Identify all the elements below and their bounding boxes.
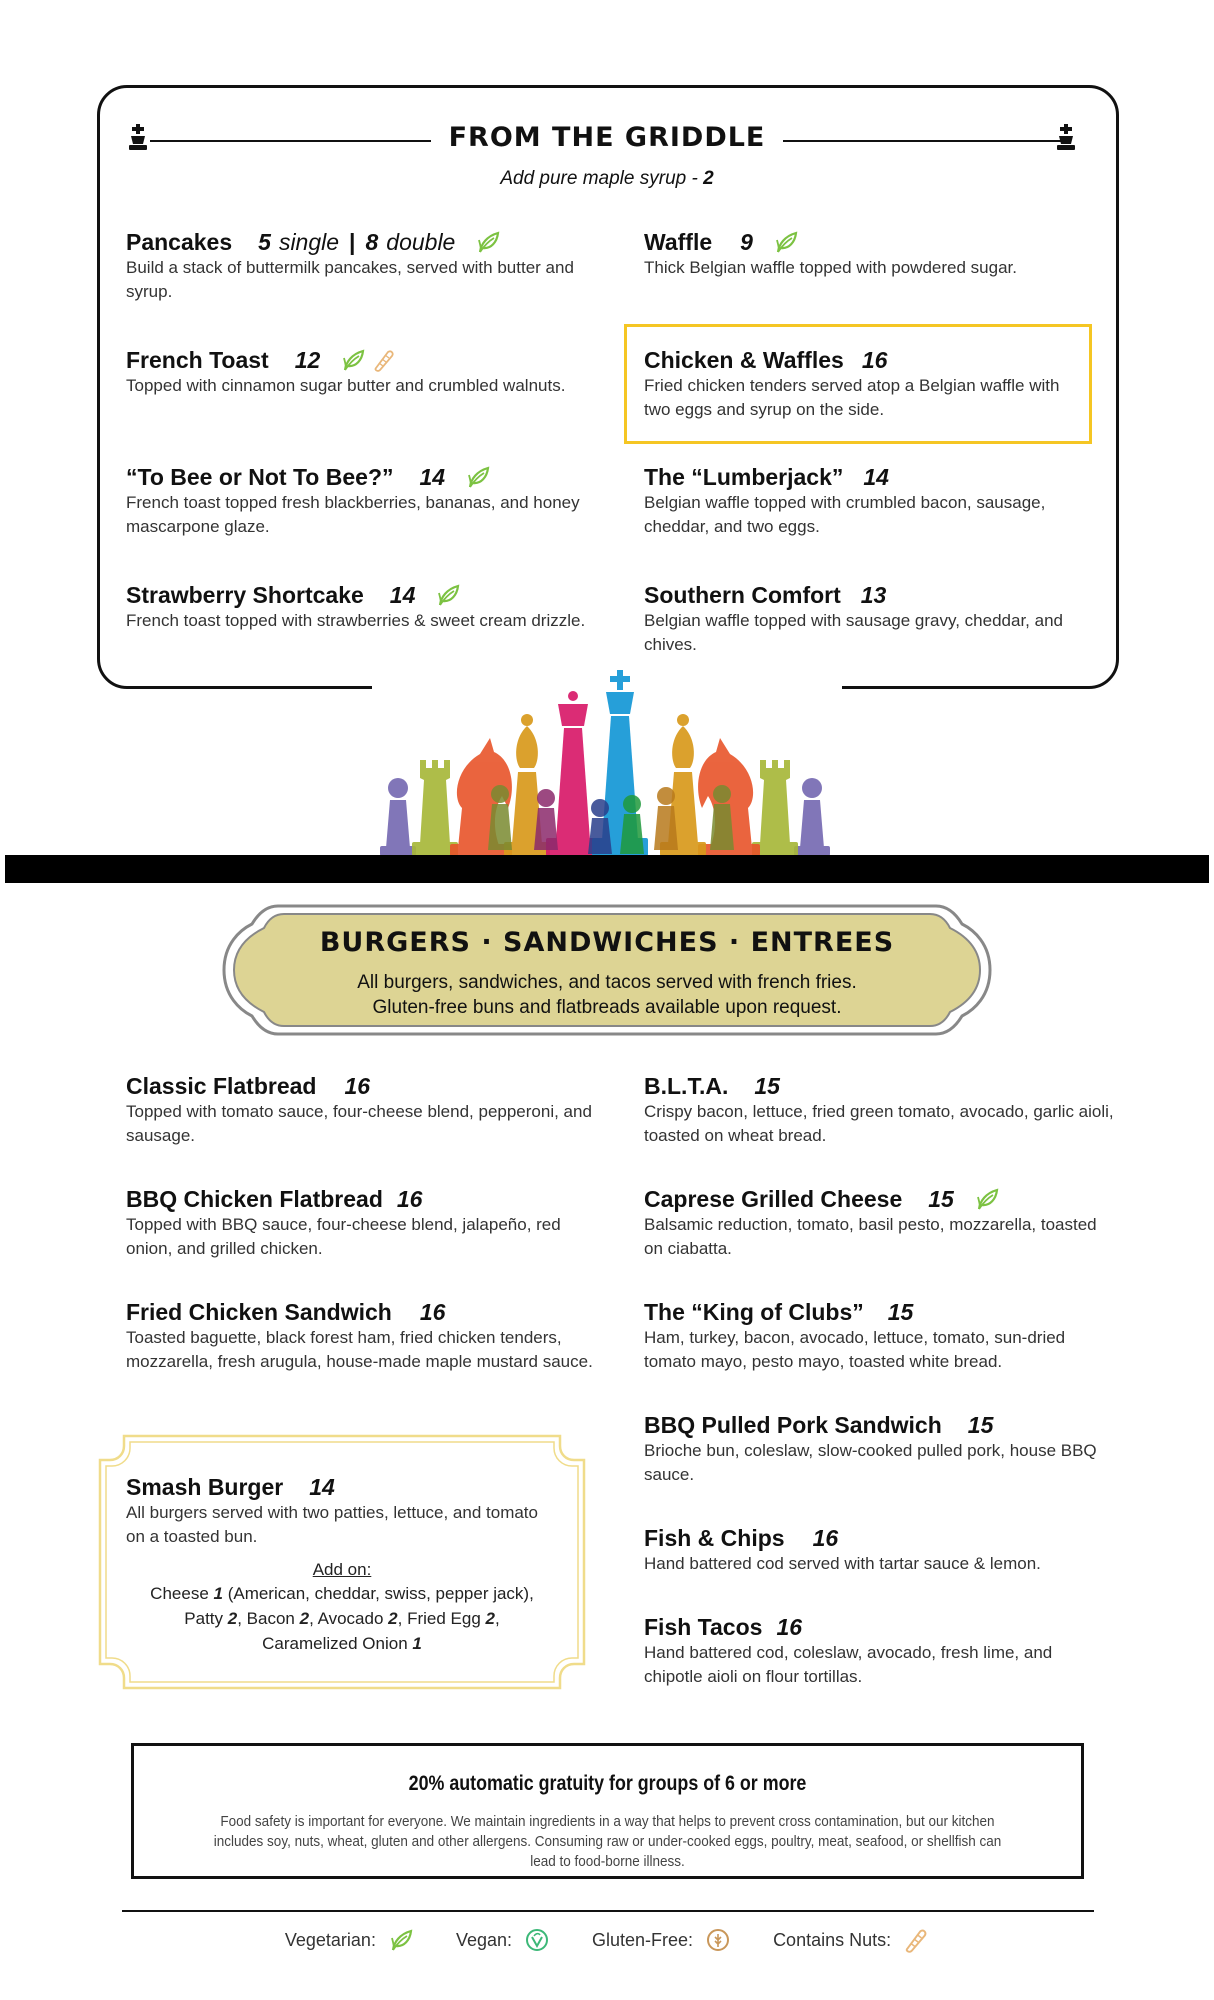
item-description: Topped with BBQ sauce, four-cheese blend, jalapeño, red onion, and grilled chicken. bbox=[126, 1215, 561, 1258]
legend-label: Contains Nuts: bbox=[773, 1929, 892, 1950]
menu-item bbox=[126, 1298, 596, 1374]
vegetarian-icon bbox=[388, 1927, 414, 1953]
section-divider-bar bbox=[5, 855, 1209, 883]
item-price: 16 bbox=[861, 347, 888, 373]
item-price: 14 bbox=[389, 582, 416, 608]
nuts-icon bbox=[903, 1927, 929, 1953]
item-price: 8 bbox=[365, 229, 379, 255]
item-price: 15 bbox=[928, 1186, 954, 1212]
notice-box bbox=[131, 1743, 1084, 1879]
menu-item bbox=[644, 1072, 1114, 1148]
vegetarian-icon bbox=[465, 465, 491, 489]
vegan-icon bbox=[524, 1927, 550, 1953]
item-name: The “Lumberjack” bbox=[644, 464, 844, 490]
item-price: 15 bbox=[967, 1412, 994, 1438]
item-description: Fried chicken tenders served atop a Belgian waffle with two eggs and syrup on the side. bbox=[644, 376, 1060, 419]
menu-item bbox=[126, 1185, 596, 1261]
menu-item bbox=[644, 346, 1084, 422]
item-name: Strawberry Shortcake bbox=[126, 582, 364, 608]
menu-item bbox=[644, 1411, 1114, 1487]
legend-label: Vegan: bbox=[455, 1929, 513, 1950]
item-name: Smash Burger bbox=[126, 1474, 284, 1500]
item-name: Fish & Chips bbox=[644, 1525, 785, 1551]
item-name: BBQ Chicken Flatbread bbox=[126, 1186, 383, 1212]
item-description: French toast topped fresh blackberries, bananas, and honey mascarpone glaze. bbox=[126, 493, 580, 536]
item-price: 15 bbox=[754, 1073, 780, 1099]
item-description: Balsamic reduction, tomato, basil pesto, mozzarella, toasted on ciabatta. bbox=[644, 1215, 1097, 1258]
menu-item bbox=[644, 463, 1114, 539]
item-price: 16 bbox=[812, 1525, 839, 1551]
vegetarian-icon bbox=[340, 348, 366, 372]
item-description: Thick Belgian waffle topped with powdered sugar. bbox=[644, 258, 1017, 277]
item-description: Build a stack of buttermilk pancakes, served with butter and syrup. bbox=[126, 258, 574, 301]
item-description: Brioche bun, coleslaw, slow-cooked pulled pork, house BBQ sauce. bbox=[644, 1441, 1097, 1484]
item-description: Belgian waffle topped with sausage gravy, cheddar, and chives. bbox=[644, 611, 1063, 654]
menu-item bbox=[126, 463, 596, 539]
item-description: Topped with cinnamon sugar butter and crumbled walnuts. bbox=[126, 376, 566, 395]
item-description: Belgian waffle topped with crumbled bacon, sausage, cheddar, and two eggs. bbox=[644, 493, 1046, 536]
subtitle-line: All burgers, sandwiches, and tacos served with french fries. bbox=[357, 972, 857, 993]
item-name: Fish Tacos bbox=[644, 1614, 763, 1640]
item-price: 14 bbox=[419, 464, 446, 490]
menu-item bbox=[644, 1298, 1114, 1374]
vegetarian-icon bbox=[475, 230, 501, 254]
subtitle-line: Gluten-free buns and flatbreads available upon request. bbox=[372, 997, 842, 1018]
item-description: Ham, turkey, bacon, avocado, lettuce, tomato, sun-dried tomato mayo, pesto mayo, toasted white bread. bbox=[644, 1328, 1066, 1371]
item-price-label: single bbox=[278, 229, 340, 255]
addon-heading: Add on: bbox=[312, 1560, 372, 1579]
item-name: B.L.T.A. bbox=[644, 1073, 729, 1099]
item-description: Hand battered cod served with tartar sauce & lemon. bbox=[644, 1554, 1041, 1573]
item-name: “To Bee or Not To Bee?” bbox=[126, 464, 394, 490]
gratuity-notice: 20% automatic gratuity for groups of 6 or more bbox=[408, 1772, 807, 1795]
menu-item bbox=[644, 228, 1114, 280]
item-description: All burgers served with two patties, lettuce, and tomato on a toasted bun. bbox=[126, 1503, 538, 1546]
item-name: Southern Comfort bbox=[644, 582, 841, 608]
item-price: 16 bbox=[396, 1186, 423, 1212]
item-name: Waffle bbox=[644, 229, 713, 255]
item-name: French Toast bbox=[126, 347, 269, 373]
addon-list: Cheese 1 (American, cheddar, swiss, pepper jack), Patty 2, Bacon 2, Avocado 2, Fried Egg 2, Caramelized Onion 1 bbox=[150, 1584, 534, 1653]
legend-rule bbox=[122, 1910, 1094, 1912]
item-price: 13 bbox=[860, 582, 887, 608]
item-description: Crispy bacon, lettuce, fried green tomato, avocado, garlic aioli, toasted on wheat bread. bbox=[644, 1102, 1114, 1145]
dietary-legend bbox=[0, 1927, 1214, 1953]
legend-nuts bbox=[773, 1927, 929, 1953]
menu-item bbox=[644, 1524, 1114, 1576]
item-name: Caprese Grilled Cheese bbox=[644, 1186, 903, 1212]
nuts-icon bbox=[372, 348, 396, 372]
section-title-burgers: BURGERS · SANDWICHES · ENTREES bbox=[319, 927, 895, 958]
item-price: 14 bbox=[863, 464, 889, 490]
item-price: 9 bbox=[740, 229, 753, 255]
price-separator: | bbox=[349, 229, 356, 255]
vegetarian-icon bbox=[435, 583, 461, 607]
item-name: Classic Flatbread bbox=[126, 1073, 317, 1099]
item-price: 14 bbox=[309, 1474, 335, 1500]
menu-item bbox=[126, 1072, 596, 1148]
menu-item bbox=[126, 346, 596, 398]
item-price: 16 bbox=[419, 1299, 446, 1325]
vegetarian-icon bbox=[773, 230, 799, 254]
item-price: 15 bbox=[887, 1299, 914, 1325]
vegetarian-icon bbox=[974, 1187, 1000, 1211]
item-price: 16 bbox=[776, 1614, 803, 1640]
item-price-label: double bbox=[386, 229, 456, 255]
item-price: 16 bbox=[344, 1073, 371, 1099]
item-description: Hand battered cod, coleslaw, avocado, fresh lime, and chipotle aioli on flour tortillas. bbox=[644, 1643, 1053, 1686]
griddle-subtitle: Add pure maple syrup - 2 bbox=[500, 168, 714, 189]
section-subtitle bbox=[0, 970, 1214, 1020]
menu-item bbox=[644, 1613, 1114, 1689]
item-name: BBQ Pulled Pork Sandwich bbox=[644, 1412, 942, 1438]
chess-pieces-illustration bbox=[370, 668, 840, 858]
item-description: French toast topped with strawberries & sweet cream drizzle. bbox=[126, 611, 586, 630]
menu-item bbox=[126, 581, 596, 633]
menu-item bbox=[644, 581, 1114, 657]
food-safety-notice: Food safety is important for everyone. We maintain ingredients in a way that helps to prevent cross contamination, but our kitchen includes soy, nuts, wheat, gluten and other allergens. Consuming raw or under-cooked eggs, poultry, meat, seafood, or shellfish can lead to food-borne illness. bbox=[213, 1813, 1002, 1870]
section-title-griddle: FROM THE GRIDDLE bbox=[0, 122, 1214, 153]
item-price: 5 bbox=[258, 229, 271, 255]
item-name: Fried Chicken Sandwich bbox=[126, 1299, 392, 1325]
legend-label: Gluten-Free: bbox=[592, 1929, 694, 1950]
legend-label: Vegetarian: bbox=[284, 1929, 376, 1950]
legend-vegetarian bbox=[285, 1927, 414, 1953]
menu-item bbox=[644, 1185, 1114, 1261]
gluten-free-icon bbox=[705, 1927, 731, 1953]
legend-vegan bbox=[456, 1927, 550, 1953]
item-name: Pancakes bbox=[126, 229, 233, 255]
menu-item bbox=[126, 228, 606, 304]
menu-item bbox=[126, 1473, 596, 1549]
item-price: 12 bbox=[294, 347, 321, 373]
legend-gluten-free bbox=[592, 1927, 731, 1953]
item-description: Topped with tomato sauce, four-cheese blend, pepperoni, and sausage. bbox=[126, 1102, 592, 1145]
item-name: The “King of Clubs” bbox=[644, 1299, 864, 1325]
item-description: Toasted baguette, black forest ham, fried chicken tenders, mozzarella, fresh arugula, house-made maple mustard sauce. bbox=[126, 1328, 593, 1371]
item-name: Chicken & Waffles bbox=[644, 347, 844, 373]
